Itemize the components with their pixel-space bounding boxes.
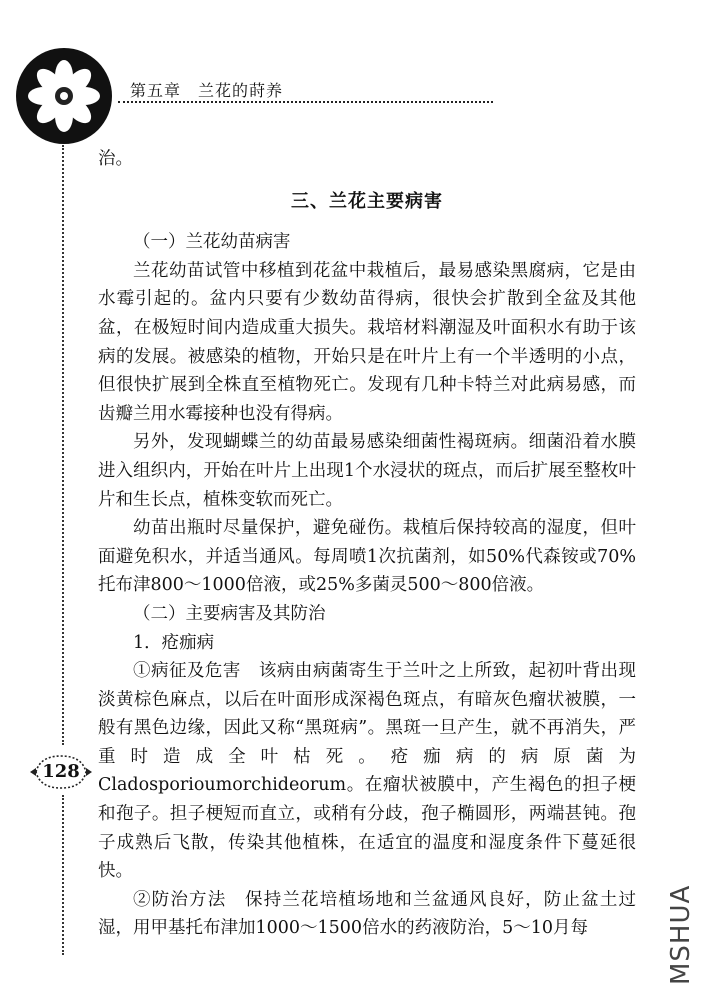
paragraph-5: ②防治方法 保持兰花培植场地和兰盆通风良好，防止盆土过湿，用甲基托布津加1000～1500倍水的药液防治，5～10月每 <box>98 889 636 939</box>
subsection-heading-2: （二）主要病害及其防治 <box>133 603 326 624</box>
subsection-heading-1: （一）兰花幼苗病害 <box>133 232 291 253</box>
margin-dotted-rule-lower <box>62 795 64 955</box>
paragraph-1: 兰花幼苗试管中移植到花盆中栽植后，最易感染黑腐病，它是由水霉引起的。盆内只要有少数幼苗得病，很快会扩散到全盆及其他盆，在极短时间内造成重大损失。栽培材料潮湿及叶面积水有助于该病的发展。被感染的植物，开始只是在叶片上有一个半透明的小点，但很快扩展到全株直至植物死亡。发现有几种卡特兰对此病易感，而齿瓣兰用水霉接种也没有得病。 <box>98 260 636 424</box>
page-number: 128 <box>42 761 80 782</box>
chapter-header: 第五章 兰花的莳养 <box>130 81 284 100</box>
paragraph-4: ①病征及危害 该病由病菌寄生于兰叶之上所致，起初叶背出现淡黄棕色麻点，以后在叶面形成深褐色斑点，有暗灰色瘤状被膜，一般有黑色边缘，因此又称“黑斑病”。黑斑一旦产生，就不再消失，严重时造成全叶枯死。疮痂病的病原菌为Cladosporioumorchideorum。在瘤状被膜中，产生褐色的担子梗和孢子。担子梗短而直立，或稍有分歧，孢子椭圆形，两端甚钝。孢子成熟后飞散，传染其他植株，在适宜的温度和湿度条件下蔓延很快。 <box>98 661 636 882</box>
lead-in-text: 治。 <box>98 149 133 169</box>
flower-ornament-icon <box>14 46 114 146</box>
item-heading-1: 1．疮痂病 <box>133 632 215 653</box>
page-content <box>98 145 636 943</box>
section-title: 三、兰花主要病害 <box>291 190 443 212</box>
watermark-text: MSHUA <box>666 884 696 986</box>
paragraph-3: 幼苗出瓶时尽量保护，避免碰伤。栽植后保持较高的湿度，但叶面避免积水，并适当通风。每周喷1次抗菌剂，如50%代森铵或70%托布津800～1000倍液，或25%多菌灵500～800倍液。 <box>98 518 636 596</box>
paragraph-2: 另外，发现蝴蝶兰的幼苗最易感染细菌性褐斑病。细菌沿着水膜进入组织内，开始在叶片上出现1个水浸状的斑点，而后扩展至整枚叶片和生长点，植株变软而死亡。 <box>98 432 636 510</box>
page-number-badge <box>26 752 96 792</box>
margin-dotted-rule <box>62 145 64 745</box>
header-dotted-rule <box>118 101 493 103</box>
